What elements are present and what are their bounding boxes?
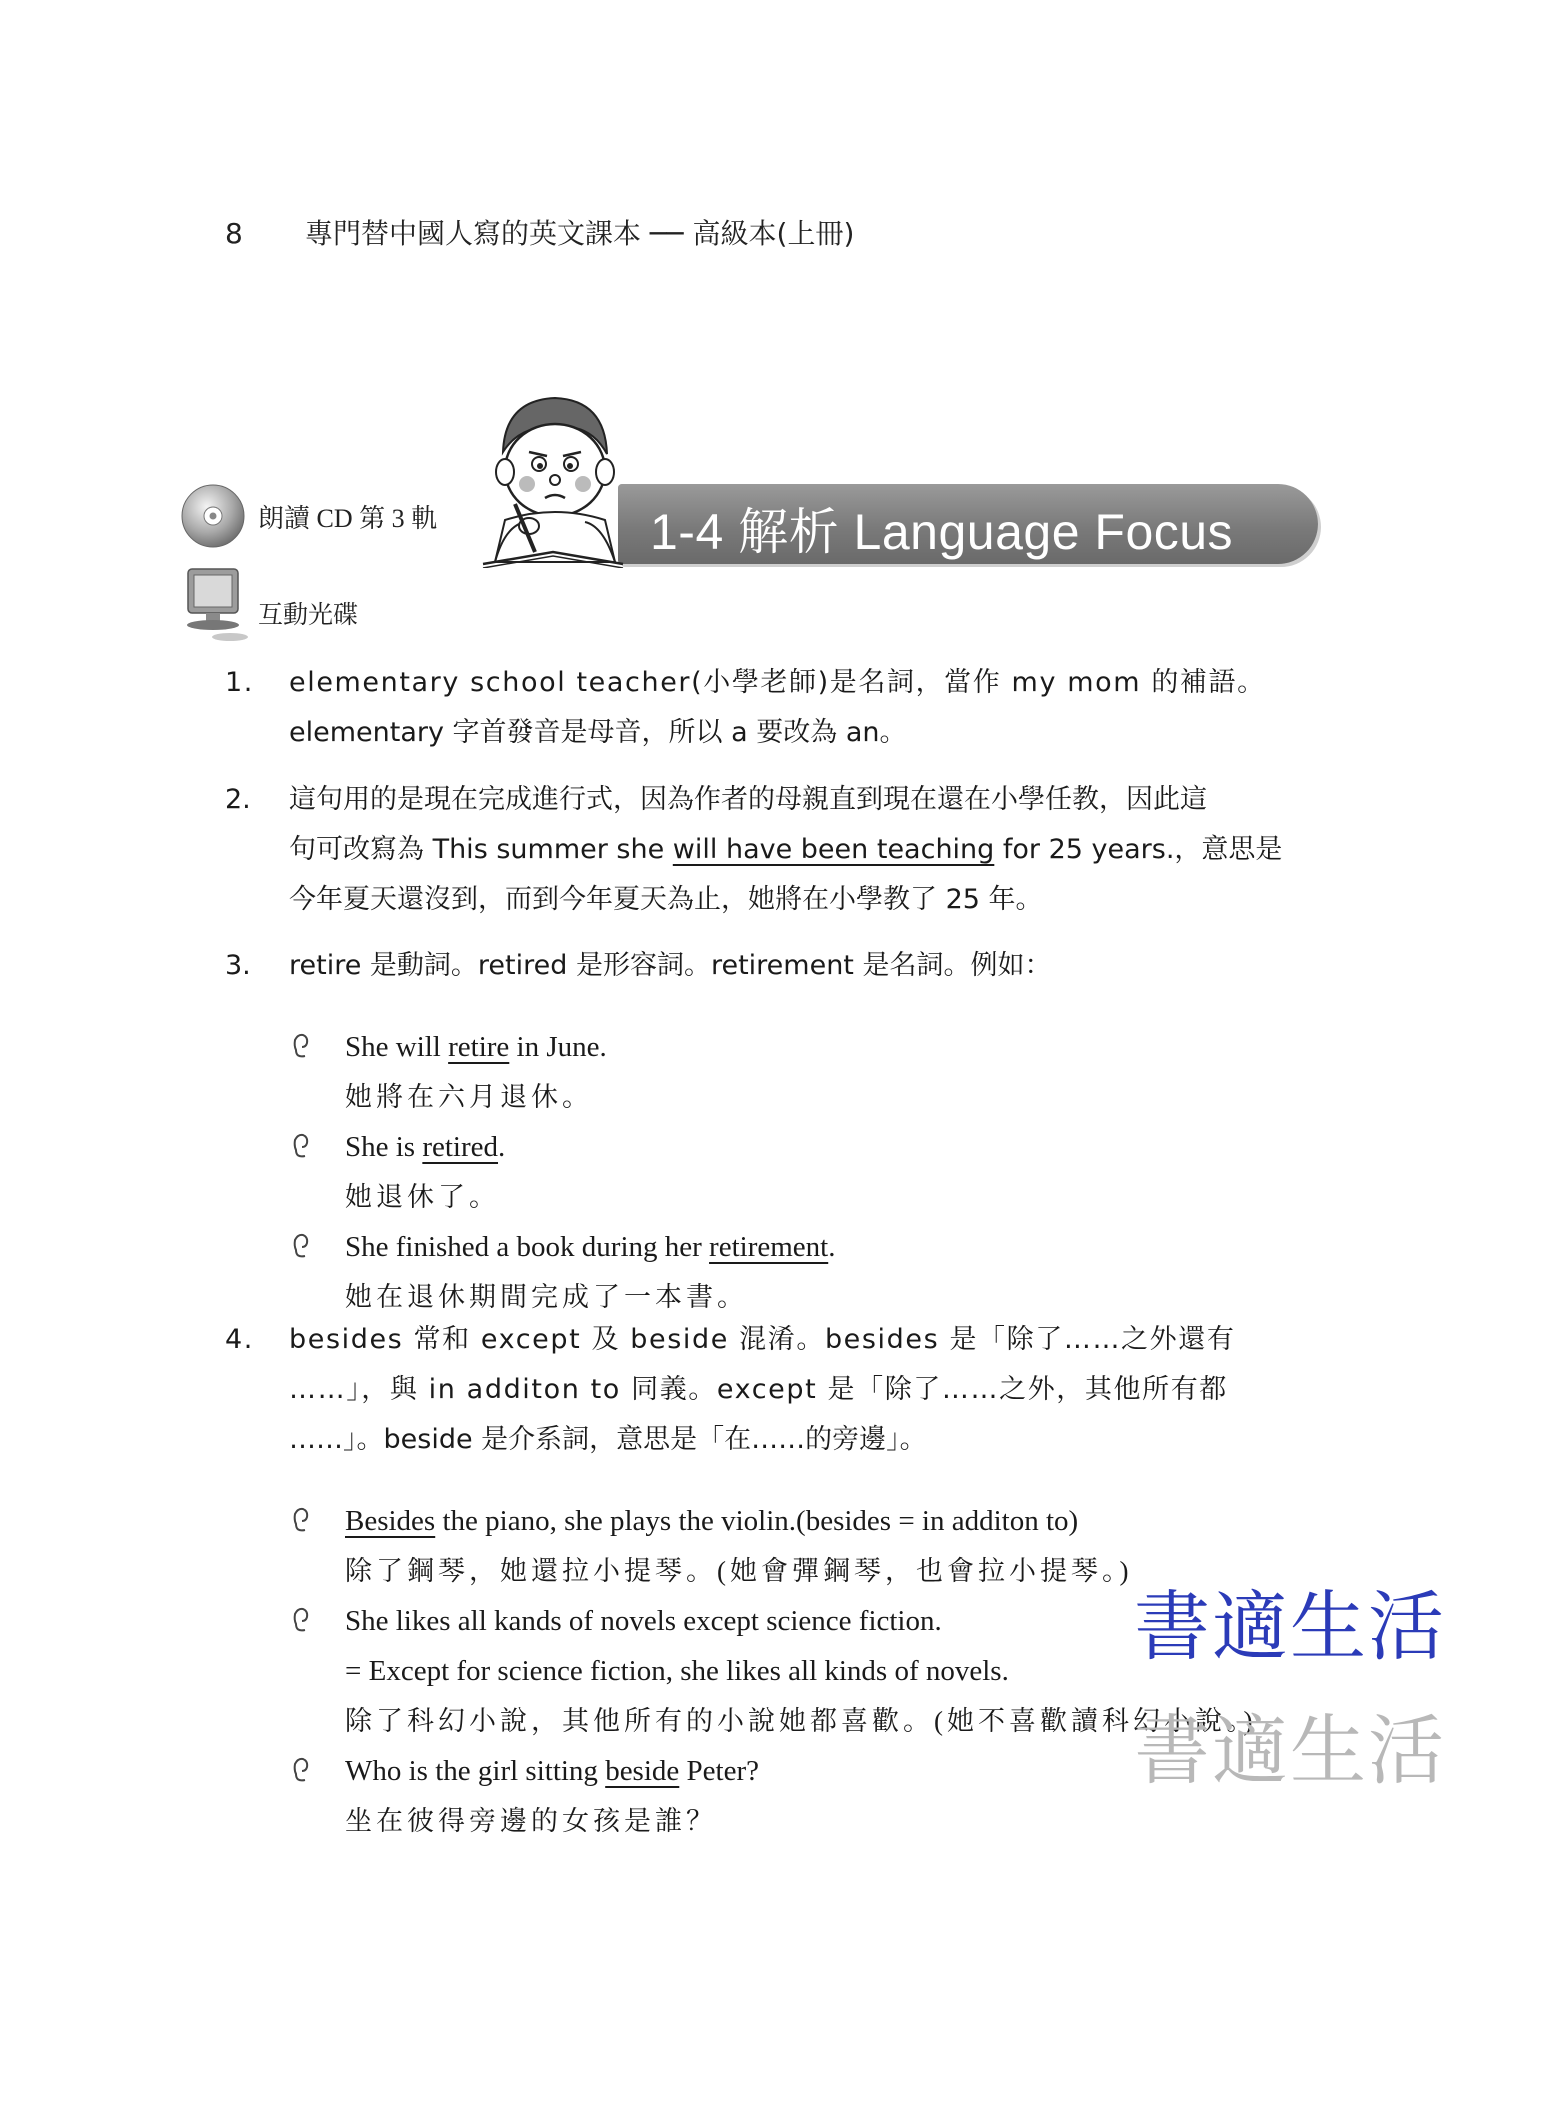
underlined-word: Besides [345,1505,436,1537]
example-translation: 除了鋼琴，她還拉小提琴。(她會彈鋼琴，也會拉小提琴。) [345,1556,1133,1586]
studying-boy-illustration [475,392,630,568]
cd-track-label: 朗讀 CD 第 3 軌 [258,504,438,533]
example-translation: 除了科幻小說，其他所有的小說她都喜歡。(她不喜歡讀科幻小說。) [345,1706,1257,1736]
example-translation: 她將在六月退休。 [345,1082,593,1112]
example-text: She is [345,1131,423,1163]
section-banner [618,484,1318,564]
book-title: 專門替中國人寫的英文課本 ── 高級本(上冊) [305,217,855,250]
example-text: She likes all kands of novels except science fiction. [345,1605,942,1637]
watermark-secondary: 書適生活 [1134,1706,1446,1795]
example-text: . [498,1131,506,1163]
ear-icon [290,1032,310,1060]
underlined-word: retirement [709,1231,829,1263]
text-run: 句可改寫為 This summer she [289,834,673,865]
item-line: ……」。beside 是介系詞，意思是「在……的旁邊」。 [289,1424,927,1455]
item-number: 3. [225,950,251,981]
underlined-phrase: will have been teaching [672,834,995,865]
example-rephrase: = Except for science fiction, she likes all kinds of novels. [345,1655,1009,1687]
page-number: 8 [225,217,243,250]
item-line: ……」，與 in additon to 同義。except 是「除了……之外，其他所有都 [289,1374,1228,1405]
computer-icon [180,565,252,643]
example-translation: 坐在彼得旁邊的女孩是誰？ [345,1806,717,1836]
ear-icon [290,1232,310,1260]
item-line: elementary 字首發音是母音，所以 a 要改為 an。 [289,717,907,748]
example-text: Who is the girl sitting [345,1755,606,1787]
item-line: besides 常和 except 及 beside 混淆。besides 是「除了……之外還有 [289,1324,1236,1355]
item-line: 這句用的是現在完成進行式，因為作者的母親直到現在還在小學任教，因此這 [289,784,1207,815]
item-number: 1. [225,667,254,698]
item-line [289,825,1335,875]
example-text: in June. [509,1031,607,1063]
example-text: . [828,1231,836,1263]
section-title: 1-4 解析 Language Focus [650,504,1234,560]
item-line: retire 是動詞。retired 是形容詞。retirement 是名詞。例如： [289,950,1052,981]
underlined-word: beside [605,1755,680,1787]
ear-icon [290,1606,310,1634]
running-header [225,212,854,252]
example-text: the piano, she plays the violin.(besides = in additon to) [435,1505,1079,1537]
ear-icon [290,1132,310,1160]
text-run: for 25 years.，意思是 [994,834,1283,865]
underlined-word: retired [422,1131,499,1163]
watermark-primary: 書適生活 [1134,1582,1446,1671]
underlined-word: retire [448,1031,510,1063]
item-line: 今年夏天還沒到，而到今年夏天為止，她將在小學教了 25 年。 [289,884,1043,915]
interactive-disc-label: 互動光碟 [258,600,359,629]
ear-icon [290,1506,310,1534]
example-text: She will [345,1031,449,1063]
item-number: 4. [225,1324,254,1355]
example-text: Peter? [679,1755,759,1787]
example-text: She finished a book during her [345,1231,710,1263]
item-number: 2. [225,784,251,815]
cd-icon [180,483,246,549]
item-line: elementary school teacher(小學老師)是名詞，當作 my mom 的補語。 [289,667,1266,698]
example-translation: 她在退休期間完成了一本書。 [345,1282,748,1312]
example-translation: 她退休了。 [345,1182,500,1212]
ear-icon [290,1756,310,1784]
